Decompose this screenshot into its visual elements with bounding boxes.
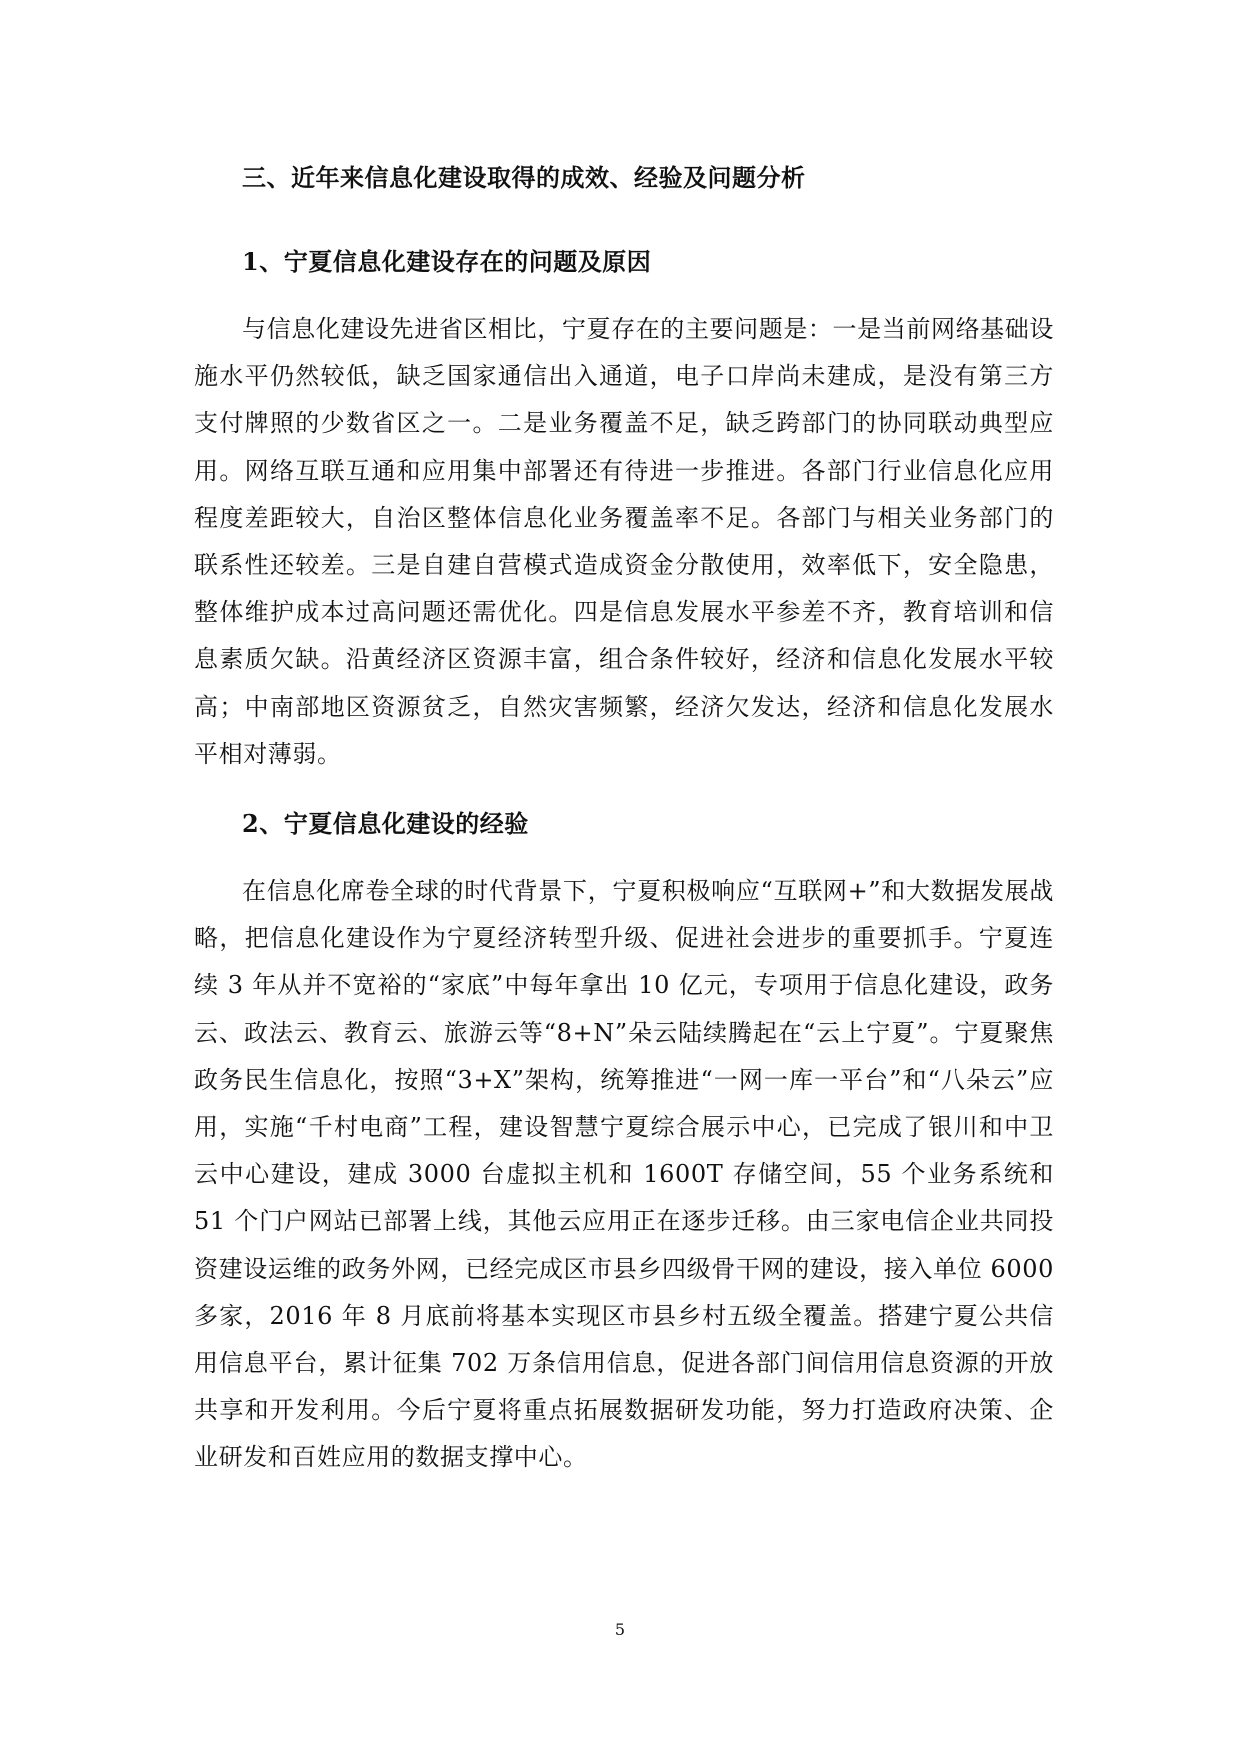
paragraph-experience: 在信息化席卷全球的时代背景下，宁夏积极响应“互联网+”和大数据发展战略，把信息化建设作为宁夏经济转型升级、促进社会进步的重要抓手。宁夏连续 3 年从并不宽裕的“家底”中每年拿出 10 亿元，专项用于信息化建设，政务云、政法云、教育云、旅游云等“8+N”朵云陆续腾起在“云上宁夏”。宁夏聚焦政务民生信息化，按照“3+X”架构，统筹推进“一网一库一平台”和“八朵云”应用，实施“千村电商”工程，建设智慧宁夏综合展示中心，已完成了银川和中卫云中心建设，建成 3000 台虚拟主机和 1600T 存储空间，55 个业务系统和 51 个门户网站已部署上线，其他云应用正在逐步迁移。由三家电信企业共同投资建设运维的政务外网，已经完成区市县乡四级骨干网的建设，接入单位 6000 多家，2016 年 8 月底前将基本实现区市县乡村五级全覆盖。搭建宁夏公共信用信息平台，累计征集 702 万条信用信息，促进各部门间信用信息资源的开放共享和开发利用。今后宁夏将重点拓展数据研发功能，努力打造政府决策、企业研发和百姓应用的数据支撑中心。	[194, 877, 1054, 1472]
page-content	[194, 158, 1054, 1508]
subsection-heading-problems: 1、宁夏信息化建设存在的问题及原因	[242, 247, 652, 276]
subsection-heading-experience: 2、宁夏信息化建设的经验	[242, 809, 529, 839]
page-number: 5	[614, 1620, 626, 1639]
paragraph-problems: 与信息化建设先进省区相比，宁夏存在的主要问题是：一是当前网络基础设施水平仍然较低，缺乏国家通信出入通道，电子口岸尚未建成，是没有第三方支付牌照的少数省区之一。二是业务覆盖不足，缺乏跨部门的协同联动典型应用。网络互联互通和应用集中部署还有待进一步推进。各部门行业信息化应用程度差距较大，自治区整体信息化业务覆盖率不足。各部门与相关业务部门的联系性还较差。三是自建自营模式造成资金分散使用，效率低下，安全隐患，整体维护成本过高问题还需优化。四是信息发展水平参差不齐，教育培训和信息素质欠缺。沿黄经济区资源丰富，组合条件较好，经济和信息化发展水平较高；中南部地区资源贫乏，自然灾害频繁，经济欠发达，经济和信息化发展水平相对薄弱。	[194, 315, 1054, 768]
section-title: 三、近年来信息化建设取得的成效、经验及问题分析	[242, 163, 806, 192]
